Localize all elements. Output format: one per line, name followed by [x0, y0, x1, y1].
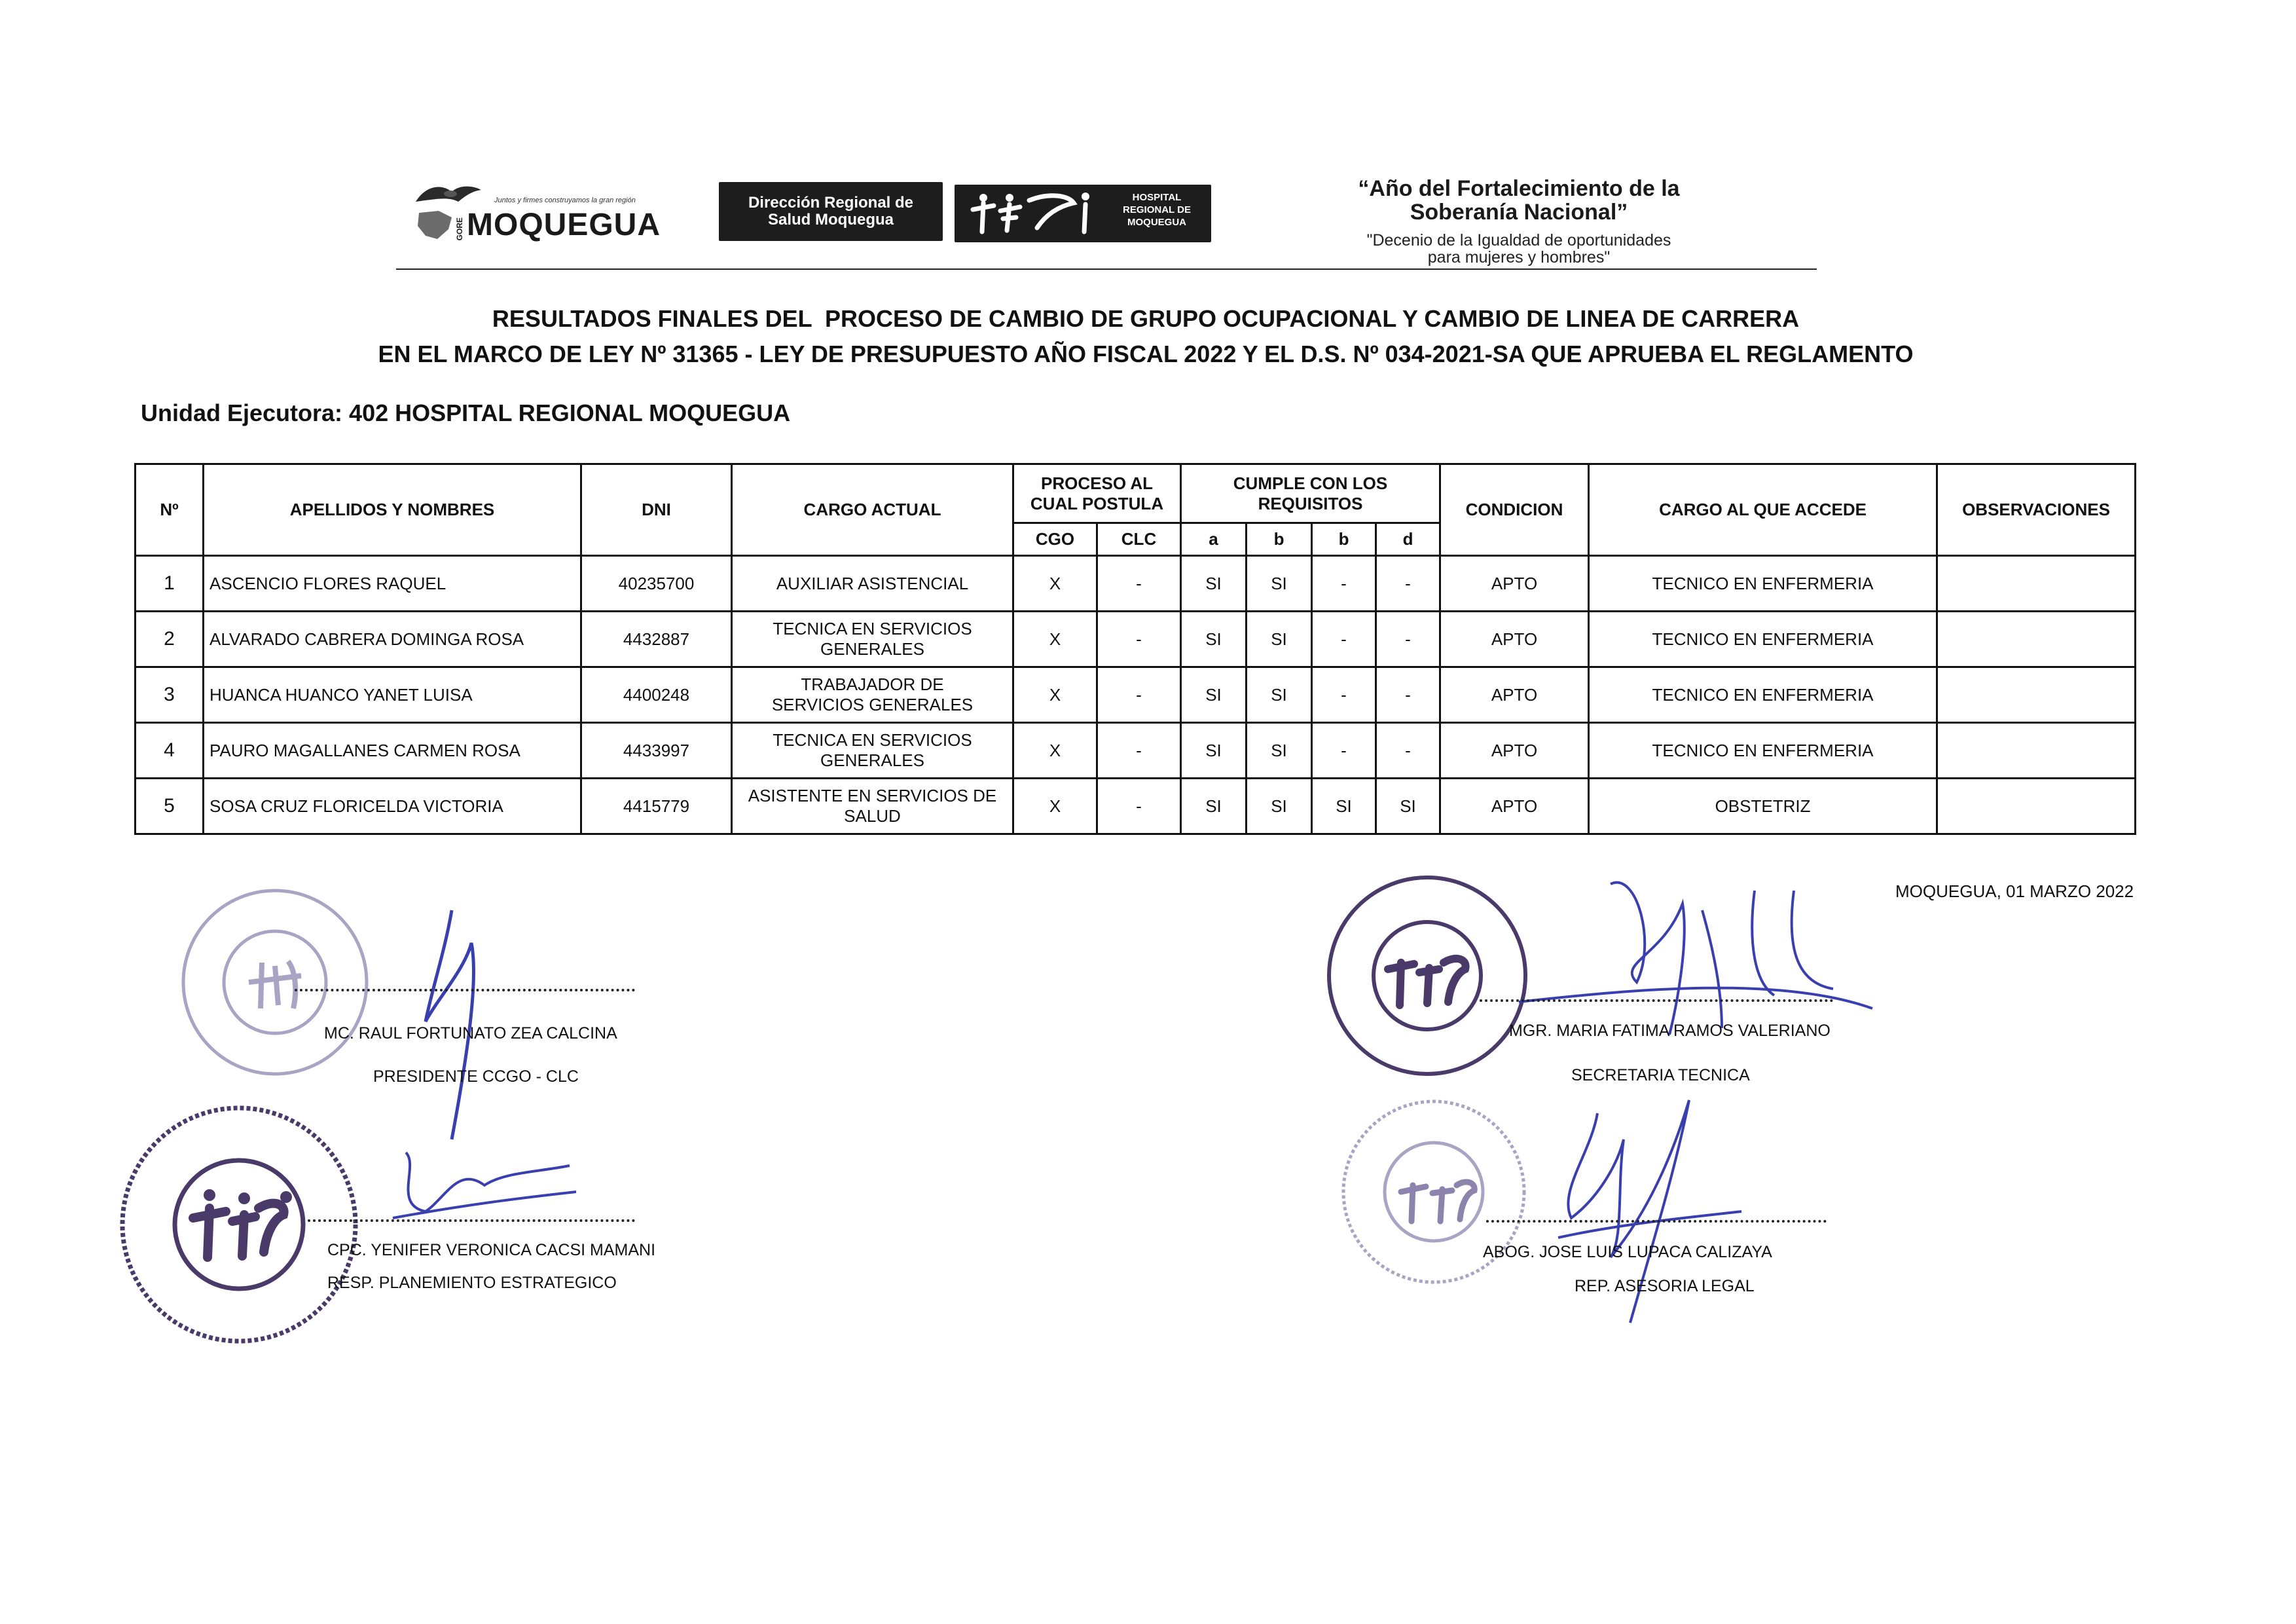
- row-name: ASCENCIO FLORES RAQUEL: [204, 556, 581, 612]
- table-row: [136, 612, 2136, 667]
- row-accede: TECNICO EN ENFERMERIA: [1589, 556, 1937, 612]
- col-name-header: APELLIDOS Y NOMBRES: [204, 464, 581, 556]
- row-condicion: APTO: [1440, 556, 1589, 612]
- gore-tagline: Juntos y firmes construyamos la gran región: [494, 196, 636, 204]
- diresa-logo: [719, 182, 943, 241]
- row-cargo: TECNICA EN SERVICIOS GENERALES: [732, 723, 1013, 779]
- col-obs-header: OBSERVACIONES: [1937, 464, 2136, 556]
- hospital-logo: [955, 185, 1211, 242]
- row-req-a: SI: [1181, 556, 1247, 612]
- row-req-b: SI: [1247, 667, 1312, 723]
- col-clc-header: CLC: [1097, 523, 1181, 556]
- signature-line-4: [1486, 1220, 1827, 1223]
- signer-4-role: REP. ASESORIA LEGAL: [1575, 1277, 1755, 1295]
- signer-2-role: RESP. PLANEMIENTO ESTRATEGICO: [327, 1274, 617, 1292]
- col-req-d-header: d: [1376, 523, 1440, 556]
- table-row: [136, 667, 2136, 723]
- row-name: ALVARADO CABRERA DOMINGA ROSA: [204, 612, 581, 667]
- row-clc: -: [1097, 779, 1181, 834]
- row-accede: OBSTETRIZ: [1589, 779, 1937, 834]
- gore-moquegua-logo: [409, 178, 707, 244]
- document-title: [196, 301, 2095, 372]
- title-line-1: RESULTADOS FINALES DEL PROCESO DE CAMBIO DE GRUPO OCUPACIONAL Y CAMBIO DE LINEA DE CARRERA: [492, 305, 1800, 332]
- row-cgo: X: [1013, 556, 1097, 612]
- row-req-a: SI: [1181, 667, 1247, 723]
- row-cgo: X: [1013, 779, 1097, 834]
- row-clc: -: [1097, 723, 1181, 779]
- row-clc: -: [1097, 556, 1181, 612]
- header-divider: [396, 268, 1817, 270]
- col-req-b2-header: b: [1312, 523, 1376, 556]
- row-accede: TECNICO EN ENFERMERIA: [1589, 612, 1937, 667]
- col-cumple-header: CUMPLE CON LOS REQUISITOS: [1181, 464, 1440, 523]
- row-accede: TECNICO EN ENFERMERIA: [1589, 723, 1937, 779]
- row-req-b2: SI: [1312, 779, 1376, 834]
- hospital-line-2: REGIONAL DE: [1123, 204, 1191, 215]
- row-dni: 4400248: [581, 667, 732, 723]
- row-num: 1: [136, 556, 204, 612]
- row-dni: 4415779: [581, 779, 732, 834]
- row-cgo: X: [1013, 667, 1097, 723]
- row-req-d: -: [1376, 556, 1440, 612]
- table-row: [136, 779, 2136, 834]
- row-dni: 4432887: [581, 612, 732, 667]
- signature-line-1: [295, 989, 635, 991]
- table-row: [136, 723, 2136, 779]
- row-obs: [1937, 723, 2136, 779]
- signature-lupaca-icon: [1519, 1087, 1755, 1336]
- signer-1-name: MC. RAUL FORTUNATO ZEA CALCINA: [324, 1024, 617, 1043]
- col-req-b-header: b: [1247, 523, 1312, 556]
- row-req-b2: -: [1312, 723, 1376, 779]
- row-req-b2: -: [1312, 556, 1376, 612]
- row-condicion: APTO: [1440, 779, 1589, 834]
- col-condicion-header: CONDICION: [1440, 464, 1589, 556]
- row-req-b: SI: [1247, 723, 1312, 779]
- title-line-2: EN EL MARCO DE LEY Nº 31365 - LEY DE PRESUPUESTO AÑO FISCAL 2022 Y EL D.S. Nº 034-2021-SA QUE APRUEBA EL REGLAMENTO: [378, 341, 1914, 367]
- results-table: [134, 463, 2136, 835]
- row-condicion: APTO: [1440, 723, 1589, 779]
- signer-1-role: PRESIDENTE CCGO - CLC: [373, 1067, 579, 1086]
- hospital-emblem-icon: [964, 189, 1101, 238]
- row-req-b: SI: [1247, 556, 1312, 612]
- hospital-seal-icon: [177, 884, 373, 1080]
- planning-seal-icon: [115, 1100, 363, 1349]
- row-req-a: SI: [1181, 779, 1247, 834]
- place-and-date: MOQUEGUA, 01 MARZO 2022: [1895, 881, 2134, 901]
- decade-line-2: para mujeres y hombres": [1427, 248, 1611, 267]
- row-accede: TECNICO EN ENFERMERIA: [1589, 667, 1937, 723]
- row-condicion: APTO: [1440, 667, 1589, 723]
- year-motto: [1283, 177, 1755, 266]
- row-num: 2: [136, 612, 204, 667]
- row-cargo: AUXILIAR ASISTENCIAL: [732, 556, 1013, 612]
- signature-line-2: [308, 1219, 635, 1222]
- col-num-header: Nº: [136, 464, 204, 556]
- signature-zea-icon: [354, 871, 550, 1146]
- personnel-seal-icon: [1322, 871, 1532, 1080]
- diresa-line-2: Salud Moquegua: [768, 211, 894, 229]
- signature-cacsi-icon: [367, 1126, 583, 1257]
- row-req-b2: -: [1312, 667, 1376, 723]
- row-dni: 40235700: [581, 556, 732, 612]
- row-condicion: APTO: [1440, 612, 1589, 667]
- hospital-line-3: MOQUEGUA: [1127, 217, 1186, 228]
- row-cargo: TECNICA EN SERVICIOS GENERALES: [732, 612, 1013, 667]
- motto-line-1: “Año del Fortalecimiento de la: [1358, 176, 1680, 201]
- row-cargo: ASISTENTE EN SERVICIOS DE SALUD: [732, 779, 1013, 834]
- row-obs: [1937, 612, 2136, 667]
- col-req-a-header: a: [1181, 523, 1247, 556]
- row-obs: [1937, 779, 2136, 834]
- row-req-d: -: [1376, 723, 1440, 779]
- region-map-icon: [412, 210, 458, 242]
- row-name: SOSA CRUZ FLORICELDA VICTORIA: [204, 779, 581, 834]
- table-row: [136, 556, 2136, 612]
- gore-prefix: GORE: [455, 217, 464, 241]
- row-clc: -: [1097, 667, 1181, 723]
- row-req-d: SI: [1376, 779, 1440, 834]
- row-req-d: -: [1376, 612, 1440, 667]
- col-cgo-header: CGO: [1013, 523, 1097, 556]
- col-proceso-header: PROCESO AL CUAL POSTULA: [1013, 464, 1181, 523]
- row-req-d: -: [1376, 667, 1440, 723]
- row-name: PAURO MAGALLANES CARMEN ROSA: [204, 723, 581, 779]
- signer-3-name: MGR. MARIA FATIMA RAMOS VALERIANO: [1509, 1022, 1831, 1040]
- header-row-1: [136, 464, 2136, 523]
- gore-brand: MOQUEGUA: [467, 208, 661, 242]
- executing-unit-label: Unidad Ejecutora: 402 HOSPITAL REGIONAL MOQUEGUA: [141, 399, 791, 426]
- row-req-b: SI: [1247, 612, 1312, 667]
- row-req-a: SI: [1181, 612, 1247, 667]
- signature-line-3: [1480, 999, 1833, 1002]
- signer-3-role: SECRETARIA TECNICA: [1571, 1066, 1750, 1084]
- row-num: 4: [136, 723, 204, 779]
- row-req-b2: -: [1312, 612, 1376, 667]
- row-obs: [1937, 556, 2136, 612]
- row-cargo: TRABAJADOR DE SERVICIOS GENERALES: [732, 667, 1013, 723]
- row-req-b: SI: [1247, 779, 1312, 834]
- col-accede-header: CARGO AL QUE ACCEDE: [1589, 464, 1937, 556]
- col-dni-header: DNI: [581, 464, 732, 556]
- diresa-line-1: Dirección Regional de: [748, 194, 914, 212]
- row-clc: -: [1097, 612, 1181, 667]
- row-cgo: X: [1013, 612, 1097, 667]
- row-num: 3: [136, 667, 204, 723]
- hospital-line-1: HOSPITAL: [1132, 192, 1182, 203]
- signature-ramos-icon: [1506, 864, 1899, 1080]
- col-cargo-header: CARGO ACTUAL: [732, 464, 1013, 556]
- row-cgo: X: [1013, 723, 1097, 779]
- row-obs: [1937, 667, 2136, 723]
- signer-2-name: CPC. YENIFER VERONICA CACSI MAMANI: [327, 1241, 656, 1259]
- signer-4-name: ABOG. JOSE LUIS LUPACA CALIZAYA: [1483, 1243, 1772, 1261]
- decade-line-1: "Decenio de la Igualdad de oportunidades: [1366, 231, 1671, 249]
- motto-line-2: Soberanía Nacional”: [1410, 200, 1628, 225]
- row-name: HUANCA HUANCO YANET LUISA: [204, 667, 581, 723]
- row-dni: 4433997: [581, 723, 732, 779]
- row-req-a: SI: [1181, 723, 1247, 779]
- row-num: 5: [136, 779, 204, 834]
